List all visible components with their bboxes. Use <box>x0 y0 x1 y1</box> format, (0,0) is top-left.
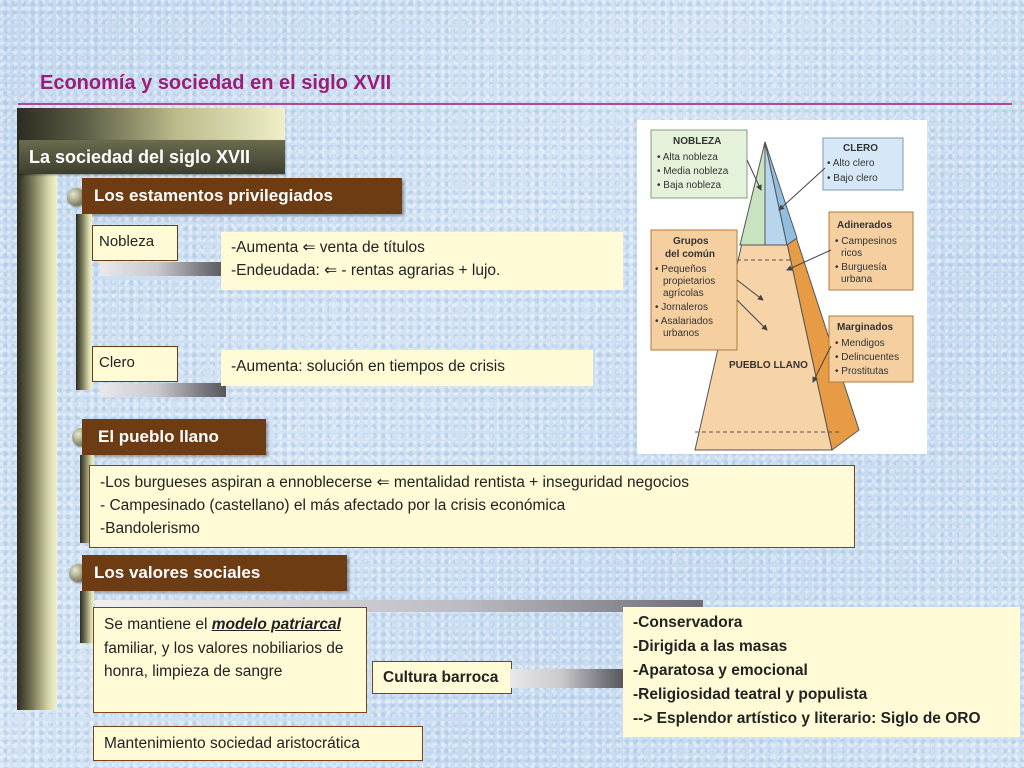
title-divider <box>18 103 1012 105</box>
pyramid-figure <box>637 120 927 454</box>
nobleza-label: Nobleza <box>92 225 178 261</box>
section-header: La sociedad del siglo XVII <box>19 140 285 174</box>
cultura-trait: -Aparatosa y emocional <box>633 662 808 679</box>
pueblo-line: -Los burgueses aspiran a ennoblecerse ⇐ mentalidad rentista + inseguridad negocios <box>100 474 690 491</box>
comun-box-item: agrícolas <box>663 288 704 299</box>
patriarcal-text-post: familiar, y los valores nobiliarios de honra, limpieza de sangre <box>104 639 344 680</box>
valores-header: Los valores sociales <box>82 555 347 591</box>
slide-title: Economía y sociedad en el siglo XVII <box>40 72 392 94</box>
mantenimiento-note: Mantenimiento sociedad aristocrática <box>93 726 423 761</box>
comun-box-item: • Asalariados <box>655 316 713 327</box>
adinerados-box-item: • Burguesía <box>835 262 887 273</box>
patriarcal-emphasis: modelo patriarcal <box>211 616 341 633</box>
cultura-trait: -Religiosidad teatral y populista <box>633 686 868 703</box>
privileged-rail <box>76 214 92 390</box>
pueblo-llano-label: PUEBLO LLANO <box>729 360 808 371</box>
comun-box-item: urbanos <box>663 328 700 339</box>
marginados-box-title: Marginados <box>837 322 894 333</box>
marginados-box-item: • Mendigos <box>835 338 885 349</box>
adinerados-box-item: • Campesinos <box>835 236 897 247</box>
marginados-box-item: • Delincuentes <box>835 352 900 363</box>
patriarcal-text-pre: Se mantiene el <box>104 616 212 633</box>
marginados-box-item: • Prostitutas <box>835 366 889 377</box>
adinerados-box-title: Adinerados <box>837 220 893 231</box>
pueblo-header: El pueblo llano <box>82 419 266 455</box>
cultura-connector <box>510 669 624 688</box>
cultura-barroca-box: Cultura barroca <box>372 661 512 694</box>
cultura-trait: --> Esplendor artístico y literario: Siglo de ORO <box>633 710 981 727</box>
pueblo-note <box>89 465 855 548</box>
arrow-icon <box>779 168 825 210</box>
nobleza-box-item: • Media nobleza <box>657 166 729 177</box>
cultura-trait: -Dirigida a las masas <box>633 638 788 655</box>
cultura-traits-note <box>623 607 1020 737</box>
nobleza-line: -Aumenta ⇐ venta de títulos <box>231 239 425 256</box>
nobleza-box-title: NOBLEZA <box>673 136 722 147</box>
clero-box-item: • Bajo clero <box>827 173 878 184</box>
nobleza-connector <box>100 262 226 276</box>
pyramid-diagram <box>637 120 927 454</box>
comun-box-title: Grupos <box>673 236 709 247</box>
clero-note: -Aumenta: solución en tiempos de crisis <box>221 350 593 386</box>
nobleza-line: -Endeudada: ⇐ - rentas agrarias + lujo. <box>231 262 501 279</box>
clero-box-item: • Alto clero <box>827 158 875 169</box>
pueblo-line: -Bandolerismo <box>100 520 200 537</box>
clero-label: Clero <box>92 346 178 382</box>
cultura-trait: -Conservadora <box>633 614 743 631</box>
nobleza-box-item: • Alta nobleza <box>657 152 718 163</box>
main-rail-vertical <box>17 170 57 710</box>
comun-box-item: propietarios <box>663 276 716 287</box>
comun-box-item: • Jornaleros <box>655 302 708 313</box>
nobleza-box-item: • Baja nobleza <box>657 180 722 191</box>
clero-connector <box>100 383 226 397</box>
valores-rail <box>80 591 94 643</box>
privileged-header: Los estamentos privilegiados <box>82 178 402 214</box>
comun-box-title: del común <box>665 249 716 260</box>
nobleza-note <box>221 232 623 290</box>
patriarcal-note <box>93 607 367 713</box>
adinerados-box-item: urbana <box>841 274 873 285</box>
adinerados-box-item: ricos <box>841 248 863 259</box>
clero-box-title: CLERO <box>843 143 878 154</box>
comun-box-item: • Pequeños <box>655 264 707 275</box>
pueblo-line: - Campesinado (castellano) el más afectado por la crisis económica <box>100 497 566 514</box>
